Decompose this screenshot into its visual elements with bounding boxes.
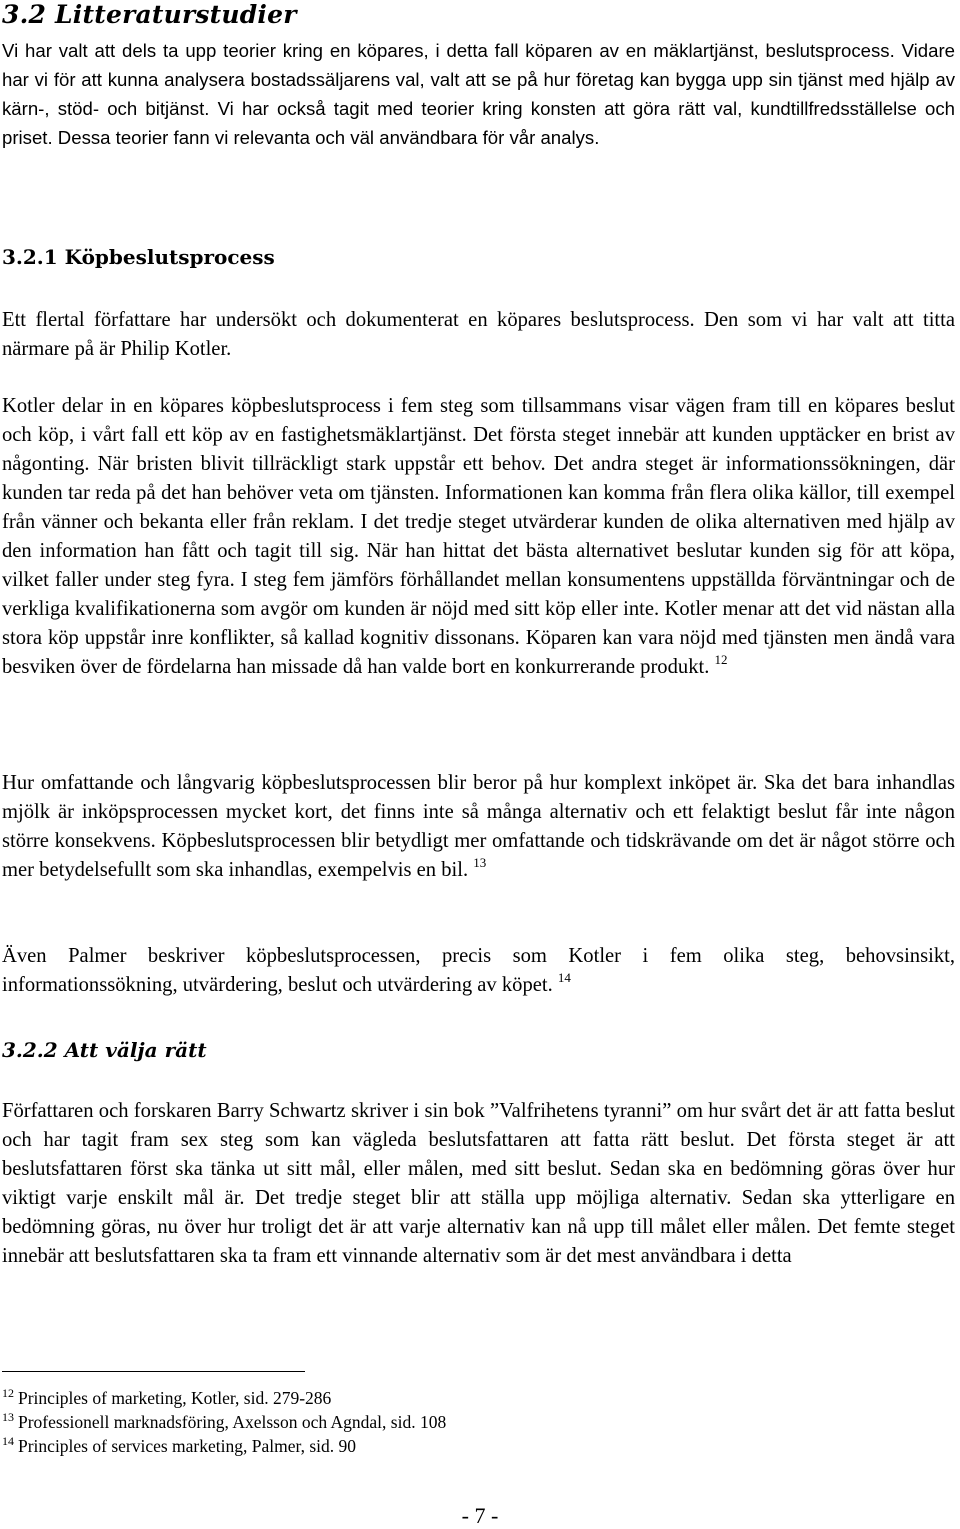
footnote-number: 12 (2, 1386, 14, 1400)
page-number: - 7 - (461, 1503, 499, 1528)
paragraph-schwartz: Författaren och forskaren Barry Schwartz skriver i sin bok ”Valfrihetens tyranni” om hur svårt det är att fatta beslut och har tagit fram sex steg som kan vägleda beslutsfattaren att fatta rätt beslut. Det första steget är att beslutsfattaren först ska tänka ut sitt mål, eller målen, med sitt beslut. Sedan ska en bedömning göras över hur viktigt varje enskilt mål är. Det tredje steget blir att ställa upp möjliga alternativ. Sedan ska ytterligare en bedömning göras, nu över hur troligt det är att varje alternativ kan nå upp till målet eller målen. Det femte steget innebär att beslutsfattaren ska ta fram ett vinnande alternativ som är det mest användbara i detta (2, 1100, 955, 1267)
footnote-text: Principles of services marketing, Palmer, sid. 90 (18, 1436, 357, 1456)
footnote-number: 13 (2, 1410, 14, 1424)
paragraph-kotler-text: Kotler delar in en köpares köpbeslutsprocess i fem steg som tillsammans visar vägen fram till en köpares beslut och köp, i vårt fall ett köp av en fastighetsmäklartjänst. Det första steget innebär att kunden upptäcker en brist av någonting. När bristen blivit tillräckligt stark uppstår ett behov. Det andra steget är informationssökningen, där kunden tar reda på det han behöver veta om tjänsten. Informationen kan komma från flera olika källor, till exempel från vänner och bekanta eller från reklam. I det tredje steget utvärderar kunden de olika alternativen med hjälp av den information han fått och tagit till sig. När han hittat det bästa alternativet beslutar kunden sig för att köpa, vilket faller under steg fyra. I steg fem jämförs förhållandet mellan konsumentens uppställda förväntningar och de verkliga kvalifikationerna som avgör om kunden är nöjd med sitt köp eller inte. Kotler menar att det vid nästan alla stora köp uppstår inre konflikter, så kallad kognitiv dissonans. Köparen kan vara nöjd med tjänsten men ändå vara besviken över de fördelarna han missade då han valde bort en konkurrerande produkt. (2, 395, 955, 678)
footnote-ref-14[interactable]: 14 (557, 970, 571, 985)
footnote-13 (2, 1411, 446, 1433)
footnote-14 (2, 1435, 356, 1457)
intro-paragraph: Vi har valt att dels ta upp teorier kring en köpares, i detta fall köparen av en mäklartjänst, beslutsprocess. Vidare har vi för att kunna analysera bostadssäljarens val, valt att se på hur företag kan bygga upp sin tjänst med hjälp av kärn-, stöd- och bitjänst. Vi har också tagit med teorier kring konsten att göra rätt val, kundtillfredsställelse och priset. Dessa teorier fann vi relevanta och väl användbara för vår analys. (2, 40, 955, 148)
footnote-ref-13[interactable]: 13 (473, 855, 487, 870)
footnote-text: Professionell marknadsföring, Axelsson och Agndal, sid. 108 (18, 1412, 447, 1432)
section-heading: 3.2 Litteraturstudier (2, 0, 297, 29)
footnote-number: 14 (2, 1434, 14, 1448)
paragraph-complexity (2, 769, 955, 885)
paragraph-authors: Ett flertal författare har undersökt och dokumenterat en köpares beslutsprocess. Den som vi har valt att titta närmare på är Philip Kotler. (2, 309, 955, 360)
paragraph-complexity-text: Hur omfattande och långvarig köpbeslutsprocessen blir beror på hur komplext inköpet är. Ska det bara inhandlas mjölk är inköpsprocessen mycket kort, det finns inte så många alternativ och ett felaktigt beslut får inte någon större konsekvens. Köpbeslutsprocessen blir betydligt mer omfattande och tidskrävande om det är något större och mer betydelsefullt som ska inhandlas, exempelvis en bil. (2, 772, 955, 881)
footnote-ref-12[interactable]: 12 (714, 652, 728, 667)
footnote-separator (2, 1371, 305, 1372)
paragraph-palmer (2, 942, 955, 1000)
subsection-heading-kopbeslutsprocess: 3.2.1 Köpbeslutsprocess (2, 245, 275, 269)
footnote-text: Principles of marketing, Kotler, sid. 279-286 (18, 1388, 332, 1408)
paragraph-kotler (2, 392, 955, 682)
paragraph-palmer-text: Även Palmer beskriver köpbeslutsprocessen, precis som Kotler i fem olika steg, behovsinsikt, informationssökning, utvärdering, beslut och utvärdering av köpet. (2, 945, 955, 996)
footnote-12 (2, 1387, 331, 1409)
subsection-heading-att-valja-ratt: 3.2.2 Att välja rätt (2, 1038, 207, 1062)
